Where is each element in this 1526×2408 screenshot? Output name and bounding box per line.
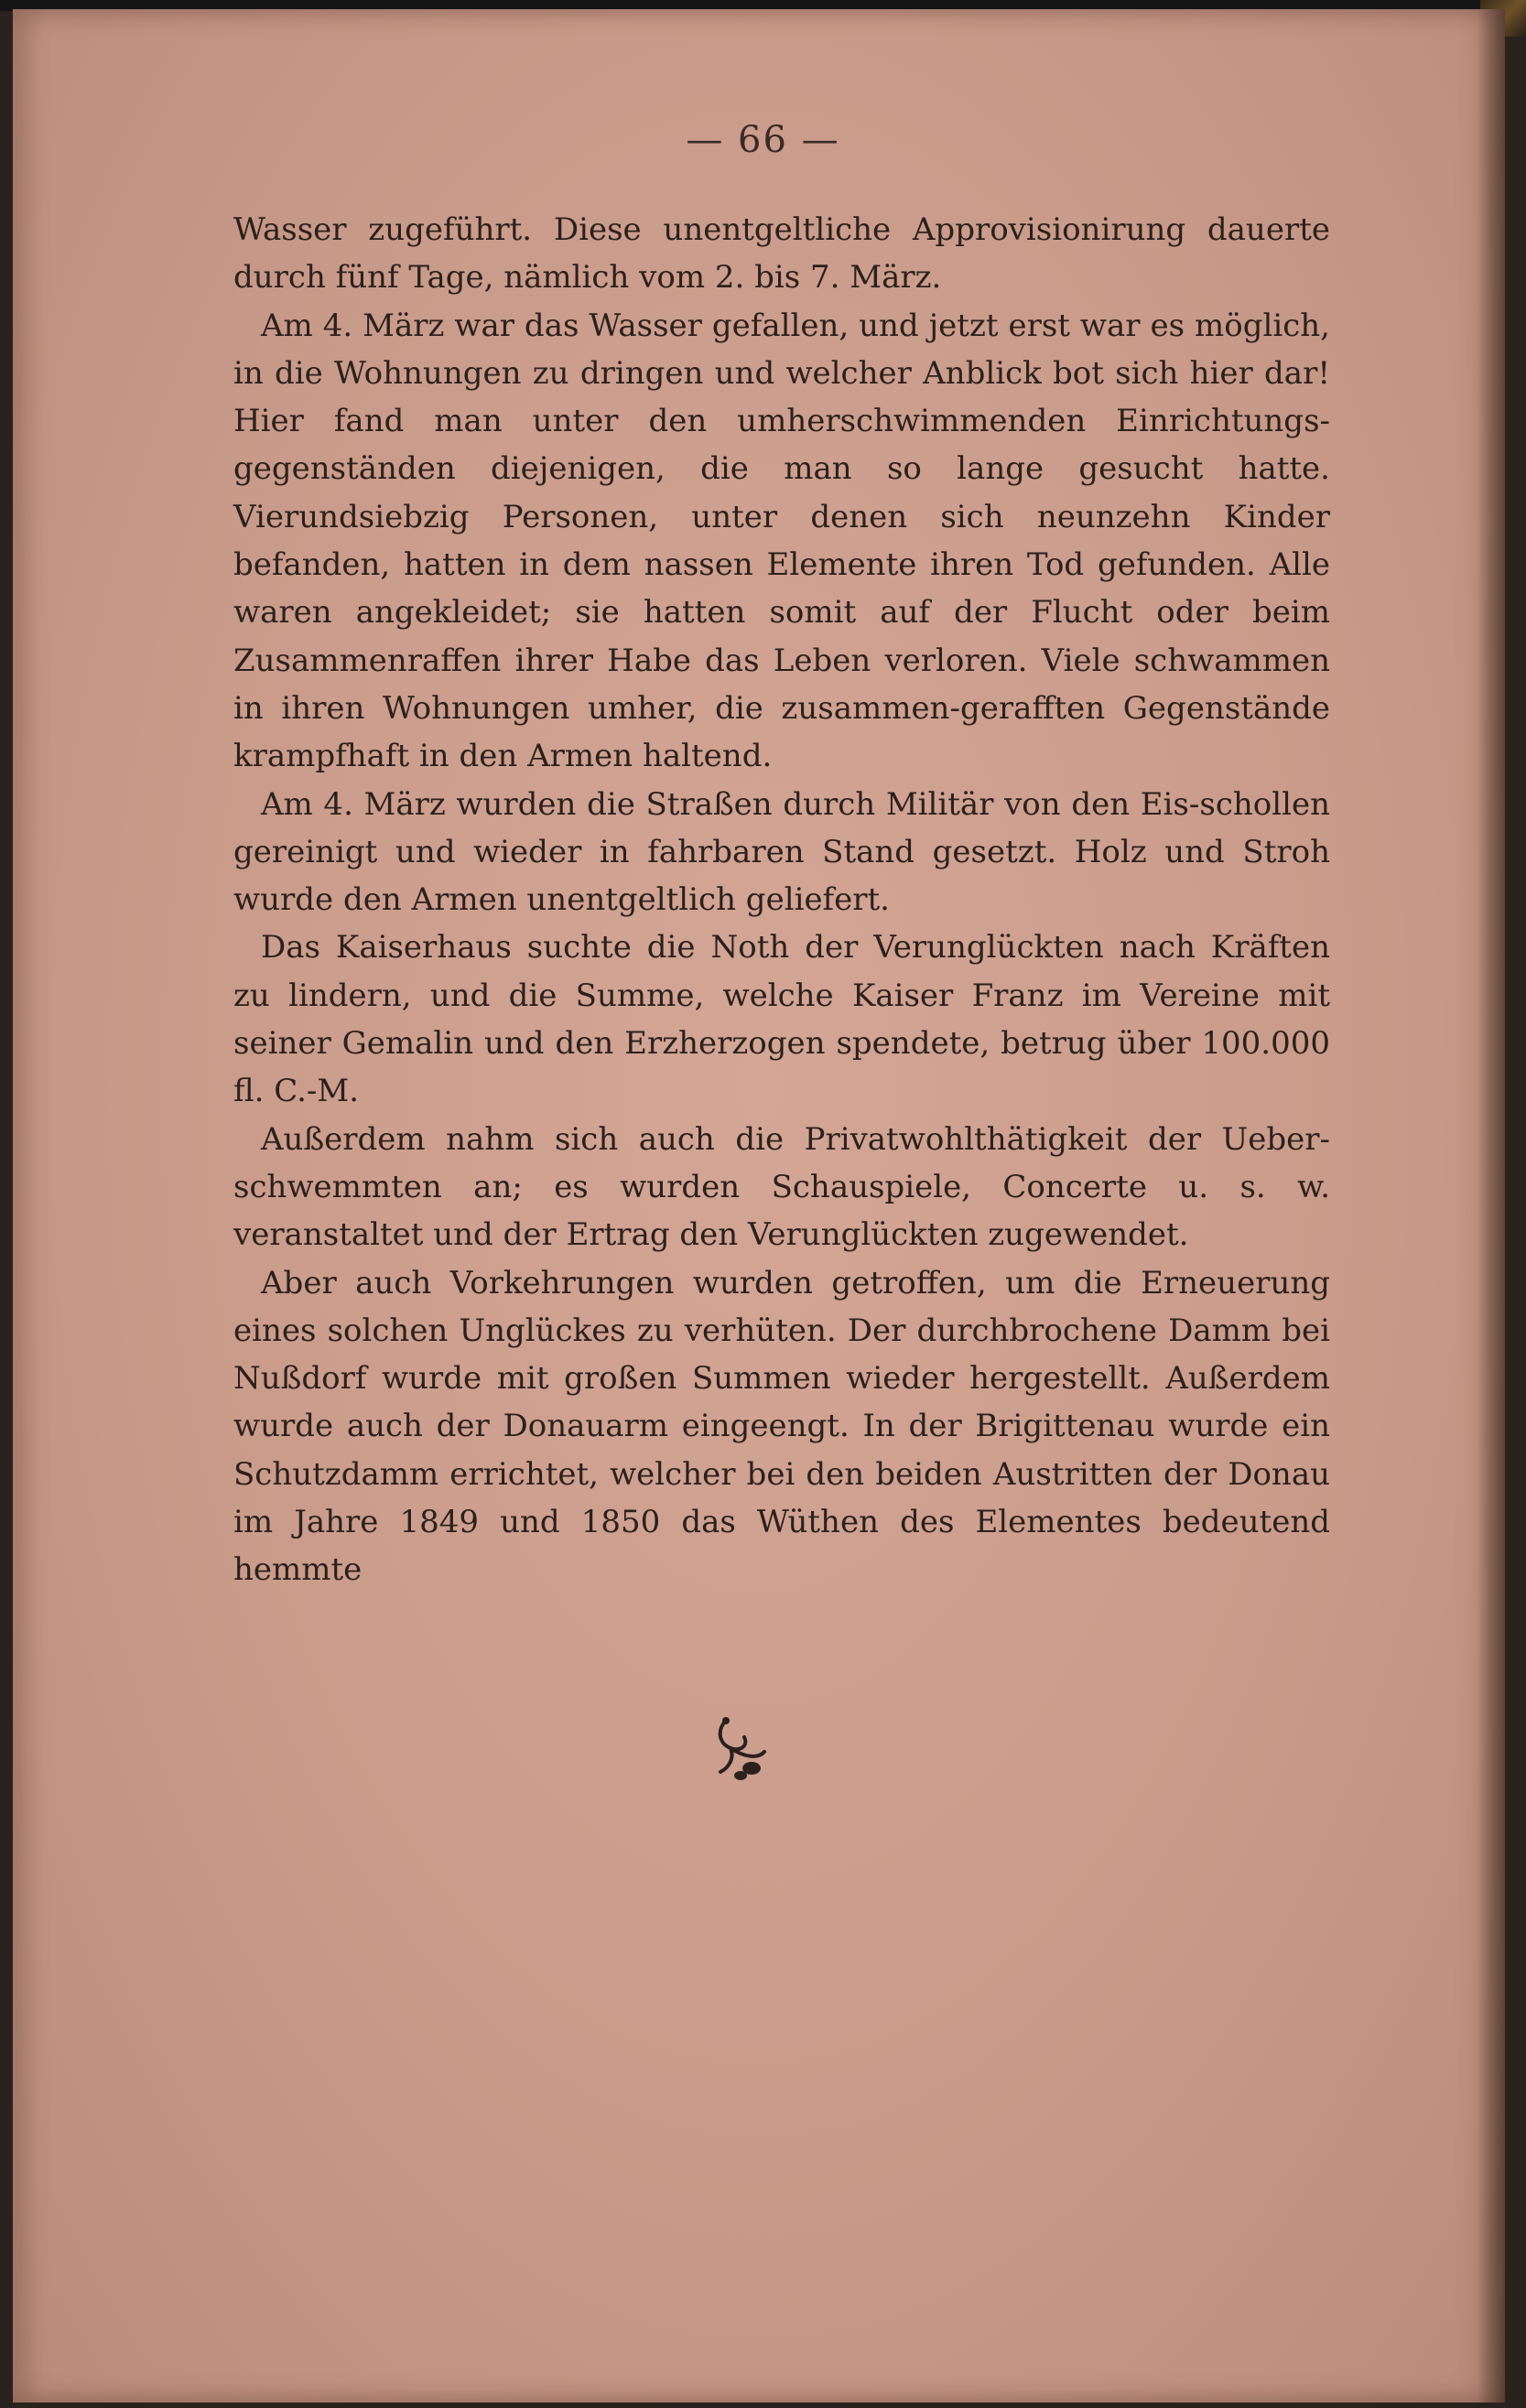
fleuron-icon	[708, 1712, 772, 1785]
paragraph: Aber auch Vorkehrungen wurden getroffen, um die Erneuerung eines solchen Unglückes zu verhüten. Der durchbrochene Damm bei Nußdorf wurde mit großen Summen wieder hergestellt. Außerdem wurde auch der Donauarm eingeengt. In der Brigittenau wurde ein Schutzdamm errichtet, welcher bei den beiden Austritten der Donau im Jahre 1849 und 1850 das Wüthen des Elementes bedeutend hemmte	[233, 1264, 1330, 1589]
body-text	[233, 206, 1330, 1594]
paragraph: Außerdem nahm sich auch die Privatwohlthätigkeit der Ueber-schwemmten an; es wurden Schauspiele, Concerte u. s. w. veranstaltet und der Ertrag den Verunglückten zugewendet.	[233, 1120, 1330, 1254]
paragraph: Wasser zugeführt. Diese unentgeltliche Approvisionirung dauerte durch fünf Tage, nämlich vom 2. bis 7. März.	[233, 211, 1330, 297]
paragraph: Am 4. März war das Wasser gefallen, und jetzt erst war es möglich, in die Wohnungen zu dringen und welcher Anblick bot sich hier dar! Hier fand man unter den umherschwimmenden Einrichtungs-gegenständen diejenigen, die man so lange gesucht hatte. Vierundsiebzig Personen, unter denen sich neunzehn Kinder befanden, hatten in dem nassen Elemente ihren Tod gefunden. Alle waren angekleidet; sie hatten somit auf der Flucht oder beim Zusammenraffen ihrer Habe das Leben verloren. Viele schwammen in ihren Wohnungen umher, die zusammen-gerafften Gegenstände krampfhaft in den Armen haltend.	[233, 307, 1330, 775]
page-edge-shadow	[1477, 9, 1505, 2403]
page-number: — 66 —	[686, 119, 840, 161]
paragraph: Am 4. März wurden die Straßen durch Militär von den Eis-schollen gereinigt und wieder in fahrbaren Stand gesetzt. Holz und Stroh wurde den Armen unentgeltlich geliefert.	[233, 785, 1330, 919]
paragraph: Das Kaiserhaus suchte die Noth der Verunglückten nach Kräften zu lindern, und die Summe, welche Kaiser Franz im Vereine mit seiner Gemalin und den Erzherzogen spendete, betrug über 100.000 fl. C.-M.	[233, 929, 1330, 1110]
